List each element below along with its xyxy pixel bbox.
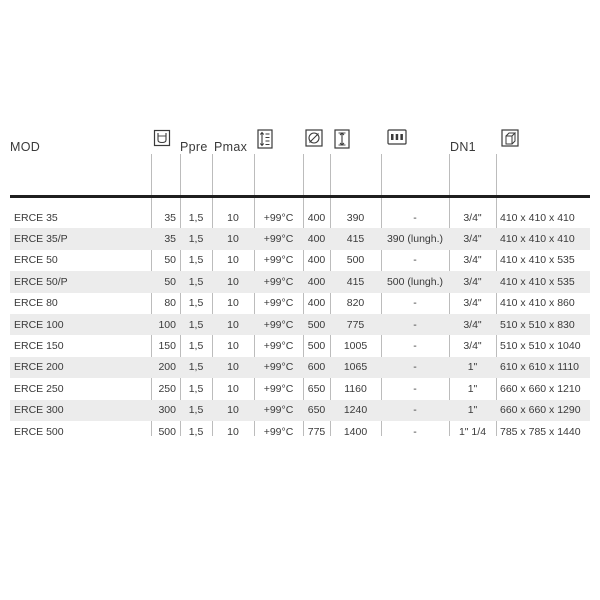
length-cell: - bbox=[413, 254, 417, 267]
length-cell: 390 (lungh.) bbox=[381, 228, 449, 249]
dimensions-cell: 660 x 660 x 1210 bbox=[500, 382, 581, 395]
temperature-cell: +99°C bbox=[263, 425, 294, 438]
model-cell: ERCE 500 bbox=[14, 425, 64, 438]
header-ppre: Ppre bbox=[180, 140, 208, 154]
table-row bbox=[10, 421, 590, 442]
height-cell: 775 bbox=[330, 314, 381, 335]
model-cell: ERCE 50/P bbox=[10, 271, 151, 292]
diameter-cell: 775 bbox=[307, 425, 326, 438]
ppre-cell: 1,5 bbox=[188, 382, 204, 395]
length-cell: - bbox=[413, 211, 417, 224]
table-row bbox=[10, 378, 590, 399]
dn1-cell: 3/4" bbox=[449, 228, 496, 249]
header-dn1: DN1 bbox=[450, 140, 476, 154]
capacity-cell: 35 bbox=[151, 228, 180, 249]
spec-table bbox=[10, 207, 590, 442]
pmax-cell: 10 bbox=[227, 340, 239, 353]
header-pmax: Pmax bbox=[214, 140, 248, 154]
diameter-cell: 400 bbox=[303, 228, 330, 249]
capacity-cell: 500 bbox=[158, 425, 176, 438]
dimensions-cell: 510 x 510 x 830 bbox=[496, 314, 590, 335]
table-row bbox=[10, 293, 590, 314]
dn1-cell: 3/4" bbox=[449, 314, 496, 335]
capacity-cell: 50 bbox=[151, 271, 180, 292]
pmax-cell: 10 bbox=[227, 211, 239, 224]
model-cell: ERCE 100 bbox=[10, 314, 151, 335]
height-cell: 415 bbox=[330, 271, 381, 292]
model-cell: ERCE 250 bbox=[14, 382, 64, 395]
table-row bbox=[10, 335, 590, 356]
length-cell: 500 (lungh.) bbox=[381, 271, 449, 292]
capacity-cell: 300 bbox=[151, 400, 180, 421]
height-cell: 1065 bbox=[330, 357, 381, 378]
model-cell: ERCE 300 bbox=[10, 400, 151, 421]
capacity-cell: 150 bbox=[158, 340, 176, 353]
length-cell: - bbox=[413, 425, 417, 438]
dn1-cell: 3/4" bbox=[463, 297, 482, 310]
model-cell: ERCE 35 bbox=[14, 211, 58, 224]
dn1-cell: 3/4" bbox=[463, 340, 482, 353]
pmax-cell: 10 bbox=[227, 297, 239, 310]
length-cell: - bbox=[413, 297, 417, 310]
pmax-cell: 10 bbox=[227, 382, 239, 395]
dimensions-cell: 510 x 510 x 1040 bbox=[500, 340, 581, 353]
dimensions-cell: 410 x 410 x 535 bbox=[500, 254, 575, 267]
table-row bbox=[10, 271, 590, 292]
diameter-cell: 400 bbox=[307, 211, 326, 224]
ppre-cell: 1,5 bbox=[188, 425, 204, 438]
model-cell: ERCE 50 bbox=[14, 254, 58, 267]
ppre-cell: 1,5 bbox=[188, 211, 204, 224]
height-cell: 415 bbox=[330, 228, 381, 249]
height-icon bbox=[334, 129, 350, 149]
ppre-cell: 1,5 bbox=[180, 271, 212, 292]
temperature-cell: +99°C bbox=[263, 340, 294, 353]
ppre-cell: 1,5 bbox=[180, 228, 212, 249]
capacity-icon bbox=[153, 129, 171, 147]
model-cell: ERCE 35/P bbox=[10, 228, 151, 249]
pmax-cell: 10 bbox=[227, 425, 239, 438]
dimensions-cell: 610 x 610 x 1110 bbox=[496, 357, 590, 378]
length-cell: - bbox=[413, 340, 417, 353]
dn1-cell: 1" 1/4 bbox=[458, 425, 487, 438]
header-divider bbox=[10, 195, 590, 198]
temperature-cell: +99°C bbox=[254, 314, 303, 335]
temperature-cell: +99°C bbox=[263, 254, 294, 267]
temperature-cell: +99°C bbox=[263, 382, 294, 395]
table-row bbox=[10, 228, 590, 249]
height-cell: 1160 bbox=[344, 382, 367, 395]
table-row bbox=[10, 357, 590, 378]
package-dimensions-icon bbox=[501, 129, 519, 147]
temperature-cell: +99°C bbox=[263, 297, 294, 310]
dn1-cell: 3/4" bbox=[463, 211, 482, 224]
diameter-cell: 400 bbox=[307, 297, 326, 310]
diameter-cell: 500 bbox=[303, 314, 330, 335]
dimensions-cell: 410 x 410 x 410 bbox=[496, 228, 590, 249]
pmax-cell: 10 bbox=[212, 314, 254, 335]
diameter-cell: 600 bbox=[303, 357, 330, 378]
capacity-cell: 200 bbox=[151, 357, 180, 378]
temperature-cell: +99°C bbox=[254, 228, 303, 249]
diameter-cell: 650 bbox=[303, 400, 330, 421]
dimensions-cell: 410 x 410 x 410 bbox=[500, 211, 575, 224]
model-cell: ERCE 200 bbox=[10, 357, 151, 378]
capacity-cell: 35 bbox=[164, 211, 176, 224]
ppre-cell: 1,5 bbox=[188, 254, 204, 267]
length-cell: - bbox=[381, 400, 449, 421]
capacity-cell: 100 bbox=[151, 314, 180, 335]
dn1-cell: 1" bbox=[449, 357, 496, 378]
height-cell: 820 bbox=[346, 297, 365, 310]
dn1-cell: 1" bbox=[449, 400, 496, 421]
ppre-cell: 1,5 bbox=[180, 314, 212, 335]
length-cell: - bbox=[413, 382, 417, 395]
temperature-cell: +99°C bbox=[254, 357, 303, 378]
dimensions-cell: 660 x 660 x 1290 bbox=[496, 400, 590, 421]
diameter-cell: 400 bbox=[307, 254, 326, 267]
table-row bbox=[10, 400, 590, 421]
pmax-cell: 10 bbox=[212, 357, 254, 378]
length-cell: - bbox=[381, 314, 449, 335]
height-cell: 1240 bbox=[330, 400, 381, 421]
capacity-cell: 80 bbox=[164, 297, 176, 310]
pmax-cell: 10 bbox=[212, 228, 254, 249]
ppre-cell: 1,5 bbox=[180, 400, 212, 421]
ppre-cell: 1,5 bbox=[188, 340, 204, 353]
pmax-cell: 10 bbox=[227, 254, 239, 267]
table-row bbox=[10, 314, 590, 335]
height-cell: 1005 bbox=[343, 340, 368, 353]
pmax-cell: 10 bbox=[212, 271, 254, 292]
dn1-cell: 1" bbox=[467, 382, 478, 395]
table-row bbox=[10, 250, 590, 271]
temperature-cell: +99°C bbox=[263, 211, 294, 224]
dimensions-cell: 410 x 410 x 860 bbox=[500, 297, 575, 310]
ppre-cell: 1,5 bbox=[180, 357, 212, 378]
capacity-cell: 250 bbox=[158, 382, 176, 395]
header-mod: MOD bbox=[10, 140, 41, 154]
temperature-cell: +99°C bbox=[254, 271, 303, 292]
pmax-cell: 10 bbox=[212, 400, 254, 421]
temperature-cell: +99°C bbox=[254, 400, 303, 421]
height-cell: 500 bbox=[346, 254, 365, 267]
diameter-icon bbox=[305, 129, 323, 147]
ppre-cell: 1,5 bbox=[188, 297, 204, 310]
capacity-cell: 50 bbox=[164, 254, 176, 267]
height-cell: 1400 bbox=[343, 425, 368, 438]
model-cell: ERCE 80 bbox=[14, 297, 58, 310]
temperature-range-icon bbox=[257, 129, 273, 149]
table-row bbox=[10, 207, 590, 228]
weight-display-icon bbox=[387, 129, 407, 145]
diameter-cell: 400 bbox=[303, 271, 330, 292]
height-cell: 390 bbox=[346, 211, 365, 224]
model-cell: ERCE 150 bbox=[14, 340, 64, 353]
dimensions-cell: 410 x 410 x 535 bbox=[496, 271, 590, 292]
diameter-cell: 500 bbox=[307, 340, 326, 353]
length-cell: - bbox=[381, 357, 449, 378]
dn1-cell: 3/4" bbox=[449, 271, 496, 292]
dimensions-cell: 785 x 785 x 1440 bbox=[500, 425, 581, 438]
diameter-cell: 650 bbox=[307, 382, 326, 395]
dn1-cell: 3/4" bbox=[463, 254, 482, 267]
